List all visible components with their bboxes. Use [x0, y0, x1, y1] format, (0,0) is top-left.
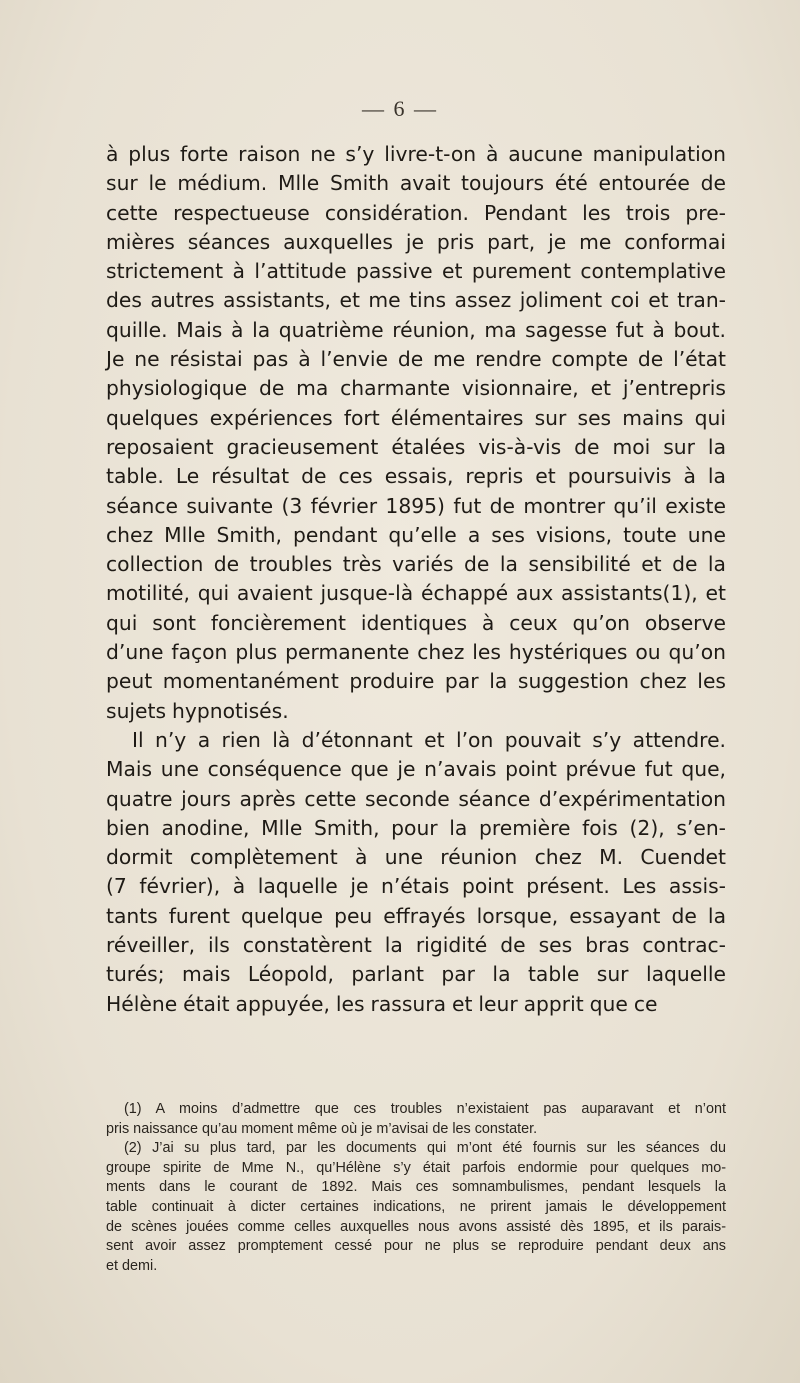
page-number: — 6 — [362, 96, 438, 121]
text-line: Je ne résistai pas à l’envie de me rendre compte de l’état [106, 347, 726, 372]
text-line: d’une façon plus permanente chez les hystériques ou qu’on [106, 640, 726, 665]
footnote-line: groupe spirite de Mme N., qu’Hélène s’y était parfois endormie pour quelques mo- [106, 1159, 726, 1176]
text-line: (7 février), à laquelle je n’étais point présent. Les assis- [106, 874, 726, 899]
main-text [106, 140, 726, 1019]
text-line: quatre jours après cette seconde séance d’expérimentation [106, 786, 726, 811]
footnote-line: table continuait à dicter certaines indications, ne prirent jamais le développement [106, 1198, 726, 1215]
text-line: strictement à l’attitude passive et purement contemplative [106, 259, 726, 284]
footnote-line: et demi. [106, 1257, 158, 1274]
text-line: tants furent quelque peu effrayés lorsque, essayant de la [106, 903, 726, 928]
text-line: cette respectueuse considération. Pendant les trois pre- [106, 200, 726, 225]
text-line: quille. Mais à la quatrième réunion, ma sagesse fut à bout. [106, 317, 726, 342]
footnote-line: (1) A moins d’admettre que ces troubles n’existaient pas auparavant et n’ont [124, 1101, 726, 1117]
text-line: Hélène était appuyée, les rassura et leur apprit que ce [106, 991, 658, 1016]
text-line: chez Mlle Smith, pendant qu’elle a ses visions, toute une [106, 522, 726, 547]
text-line: à plus forte raison ne s’y livre-t-on à aucune manipulation [106, 142, 726, 166]
footnotes [106, 1100, 726, 1276]
text-line: séance suivante (3 février 1895) fut de montrer qu’il existe [106, 493, 726, 518]
text-line: qui sont foncièrement identiques à ceux qu’on observe [106, 610, 726, 635]
text-line: table. Le résultat de ces essais, repris et poursuivis à la [106, 464, 726, 489]
text-line: motilité, qui avaient jusque-là échappé aux assistants(1), et [106, 581, 726, 606]
text-line: quelques expériences fort élémentaires sur ses mains qui [106, 405, 726, 430]
text-line: bien anodine, Mlle Smith, pour la première fois (2), s’en- [106, 815, 726, 840]
footnote-line: (2) J’ai su plus tard, par les documents qui m’ont été fournis sur les séances du [124, 1140, 726, 1157]
footnote-1 [106, 1100, 726, 1139]
footnote-line: sent avoir assez promptement cessé pour ne plus se reproduire pendant deux ans [106, 1238, 726, 1255]
text-line: physiologique de ma charmante visionnaire, et j’entrepris [106, 376, 726, 401]
text-line: sujets hypnotisés. [106, 698, 289, 723]
text-line: reposaient gracieusement étalées vis-à-vis de moi sur la [106, 434, 726, 459]
text-line: Mais une conséquence que je n’avais point prévue fut que, [106, 757, 726, 782]
footnote-line: ments dans le courant de 1892. Mais ces somnambulismes, pendant lesquels la [106, 1179, 726, 1196]
paragraph-1 [106, 140, 726, 726]
text-line: réveiller, ils constatèrent la rigidité de ses bras contrac- [106, 933, 726, 958]
text-line: sur le médium. Mlle Smith avait toujours été entourée de [106, 171, 726, 196]
footnote-line: de scènes jouées comme celles auxquelles nous avons assisté dès 1895, et ils parais- [106, 1218, 726, 1235]
text-line: Il n’y a rien là d’étonnant et l’on pouvait s’y attendre. [132, 727, 726, 752]
paragraph-2 [106, 726, 726, 1019]
text-line: des autres assistants, et me tins assez joliment coi et tran- [106, 288, 726, 313]
footnote-2 [106, 1139, 726, 1276]
text-line: dormit complètement à une réunion chez M. Cuendet [106, 845, 726, 870]
text-line: peut momentanément produire par la suggestion chez les [106, 669, 726, 694]
text-line: mières séances auxquelles je pris part, je me conformai [106, 229, 726, 254]
text-line: turés; mais Léopold, parlant par la table sur laquelle [106, 962, 726, 987]
footnote-line: pris naissance qu’au moment même où je m’avisai de les constater. [106, 1120, 538, 1137]
text-line: collection de troubles très variés de la sensibilité et de la [106, 552, 726, 577]
